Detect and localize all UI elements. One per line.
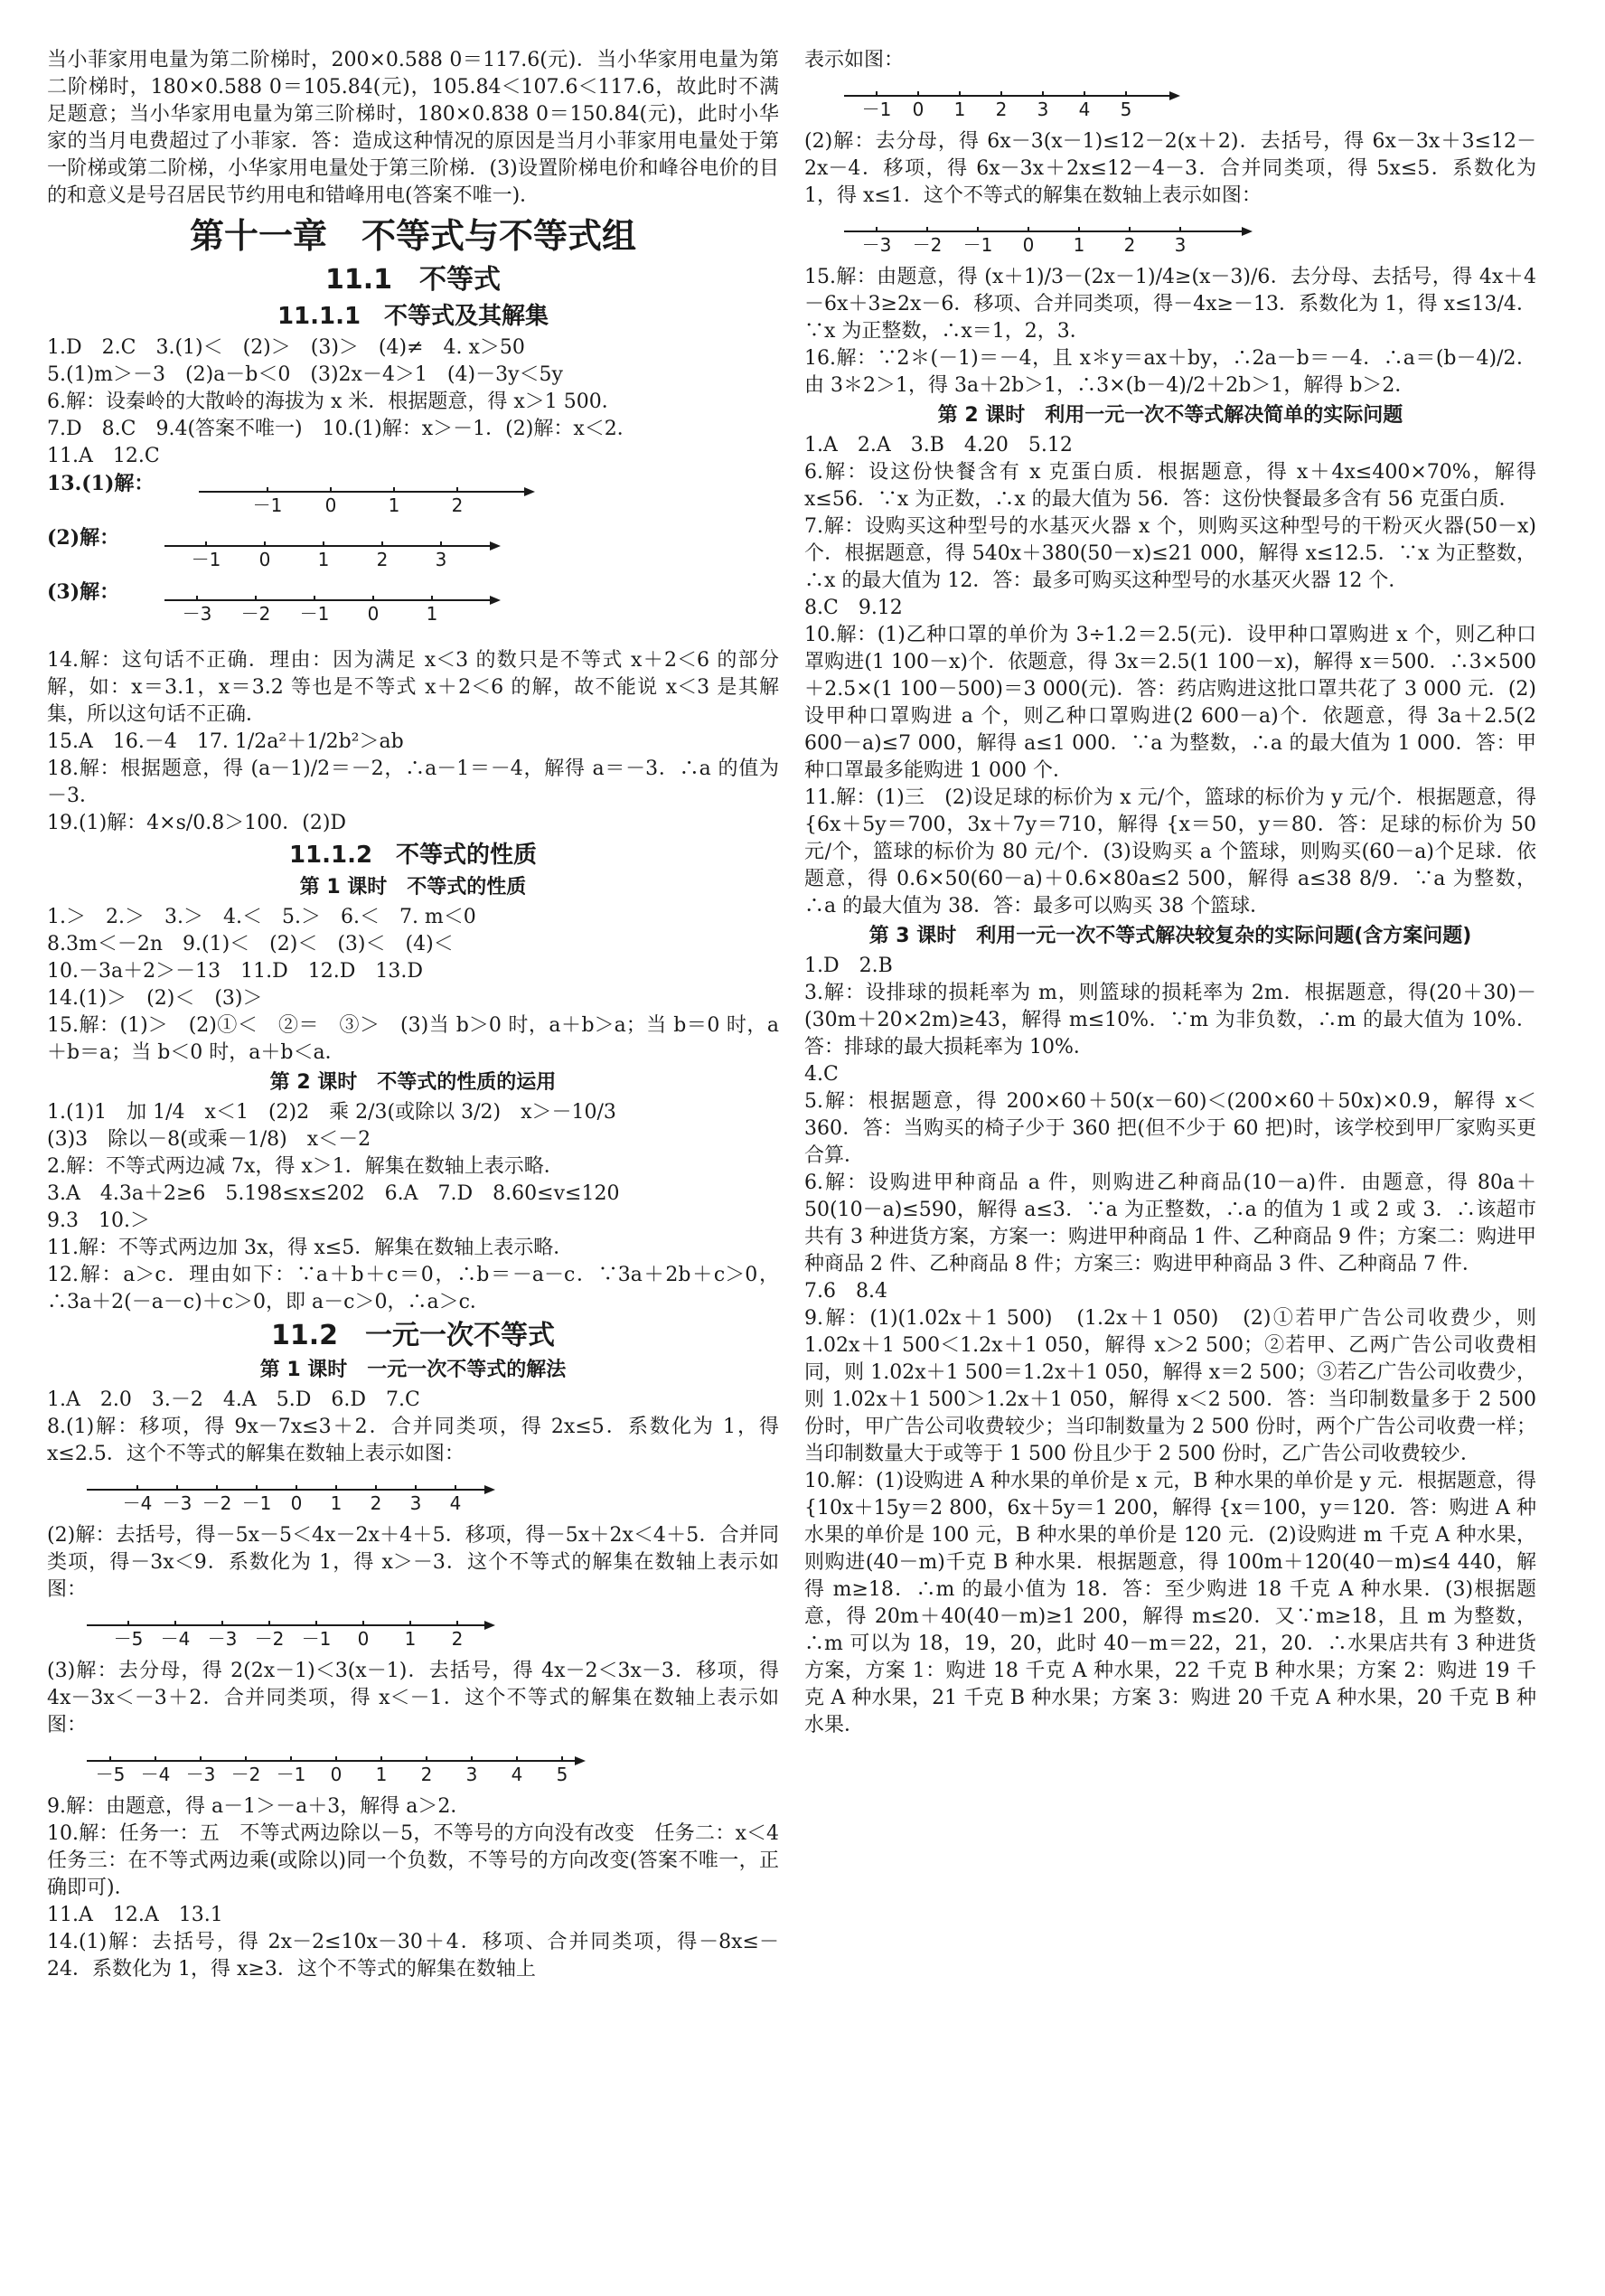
number-line-arrow bbox=[524, 487, 535, 496]
number-line-tick-label: 4 bbox=[511, 1764, 523, 1785]
number-line-tick-label: 0 bbox=[330, 1764, 343, 1785]
right-column bbox=[804, 47, 1536, 1739]
answer-line: 7.D 8.C 9.4(答案不唯一) 10.(1)解：x＞－1．(2)解：x＜2． bbox=[47, 418, 637, 440]
answer-line: 14.解：这句话不正确．理由：因为满足 x＜3 的数只是不等式 x＋2＜6 的部分解，如：x＝3.1，x＝3.2 等也是不等式 x＋2＜6 的解，故不能说 x＜3 是其解集，所以这句话不正确． bbox=[47, 649, 780, 726]
answer-line: 6.解：设秦岭的大散岭的海拔为 x 米．根据题意，得 x＞1 500． bbox=[47, 391, 622, 413]
number-line-row bbox=[47, 524, 779, 579]
number-line-tick-label: －2 bbox=[912, 234, 943, 256]
answer-line: 10.解：任务一：五 不等式两边除以－5，不等号的方向没有改变 任务二：x＜4 任务三：在不等式两边乘(或除以)同一个负数，不等号的方向改变(答案不唯一，正确即可)． bbox=[47, 1822, 800, 1899]
number-line-14-2 bbox=[840, 212, 1256, 260]
number-line-tick-label: －2 bbox=[230, 1764, 261, 1785]
number-line-tick-label: －4 bbox=[122, 1492, 153, 1514]
number-line-arrow bbox=[1242, 227, 1253, 236]
answer-line: 5.解：根据题意，得 200×60＋50(x－60)＜(200×60＋50x)×0.9，解得 x＜360．答：当购买的椅子少于 360 把(但不少于 60 把)时，该学校到甲厂家购买更合算． bbox=[804, 1090, 1536, 1167]
answer-line: 10.解：(1)乙种口罩的单价为 3÷1.2＝2.5(元)．设甲种口罩购进 x 个，则乙种口罩购进(1 100－x)个．依题意，得 3x＝2.5(1 100－x)，解得 x＝500．∴3×500＋2.5×(1 100－500)＝3 000(元)．答：药店购进这批口罩共花了 3 000 元．(2)设甲种口罩购进 a 个，则乙种口罩购进(2 600－a)个．依题意，得 3a＋2.5(2 600－a)≤7 000，解得 a≤1 000．∵a 为整数，∴a 的最大值为 1 000．答：甲种口罩最多能购进 1 000 个． bbox=[804, 624, 1536, 782]
number-line-tick-label: 0 bbox=[258, 549, 271, 570]
answer-line: 12.解：a＞c．理由如下：∵a＋b＋c＝0，∴b＝－a－c．∵3a＋2b＋c＞0，∴3a＋2(－a－c)＋c＞0，即 a－c＞0，∴a＞c． bbox=[47, 1264, 779, 1313]
lesson-title: 第 2 课时 利用一元一次不等式解决简单的实际问题 bbox=[937, 404, 1403, 427]
answer-line: 15.解：(1)＞ (2)①＜ ②＝ ③＞ (3)当 b＞0 时，a＋b＞a；当 b＝0 时，a＋b＝a；当 b＜0 时，a＋b＜a． bbox=[47, 1014, 779, 1064]
answer-line: 15.A 16.－4 17. 1/2a²＋1/2b²＞ab bbox=[47, 730, 404, 753]
number-line-8-3 bbox=[83, 1741, 589, 1790]
answer-line: (2)解：去分母，得 6x－3(x－1)≤12－2(x＋2)．去括号，得 6x－3x＋3≤12－2x－4．移项，得 6x－3x＋2x≤12－4－3．合并同类项，得 5x≤5．系数化为 1，得 x≤1．这个不等式的解集在数轴上表示如图： bbox=[804, 130, 1536, 207]
number-line-tick-label: 1 bbox=[426, 603, 438, 625]
number-line-tick-label: 2 bbox=[1123, 234, 1136, 256]
number-line-row bbox=[47, 579, 779, 647]
answer-line: 14.(1)解：去括号，得 2x－2≤10x－30＋4．移项、合并同类项，得－8x≤－24．系数化为 1，得 x≥3．这个不等式的解集在数轴上 bbox=[47, 1931, 779, 1981]
number-line-tick-label: 4 bbox=[1078, 99, 1091, 120]
number-line-arrow bbox=[484, 1621, 495, 1630]
number-line-tick-label: －1 bbox=[861, 99, 892, 120]
answer-line: 1.＞ 2.＞ 3.＞ 4.＜ 5.＞ 6.＜ 7. m＜0 bbox=[47, 906, 476, 928]
number-line-14-1 bbox=[840, 76, 1184, 125]
answer-line: 9.解：由题意，得 a－1＞－a＋3，解得 a＞2． bbox=[47, 1795, 471, 1818]
number-line-arrow bbox=[575, 1756, 586, 1765]
answer-line: 9.解：(1)(1.02x＋1 500) (1.2x＋1 050) (2)①若甲广告公司收费少，则 1.02x＋1 500＜1.2x＋1 050，解得 x＞2 500；②若甲、乙两广告公司收费相同，则 1.02x＋1 500＝1.2x＋1 050，解得 x＝2 500；③若乙广告公司收费少，则 1.02x＋1 500＞1.2x＋1 050，解得 x＜2 500．答：当印制数量多于 2 500 份时，甲广告公司收费较少；当印制数量为 2 500 份时，两个广告公司收费一样；当印制数量大于或等于 1 500 份且少于 2 500 份时，乙广告公司收费较少． bbox=[804, 1307, 1536, 1465]
number-line-tick-label: 0 bbox=[325, 494, 337, 516]
number-line-tick-label: 1 bbox=[1073, 234, 1085, 256]
number-line-tick-label: 1 bbox=[404, 1628, 417, 1650]
section-11-1: 11.1 不等式 bbox=[324, 264, 502, 296]
answer-line: 11.解：(1)三 (2)设足球的标价为 x 元/个，篮球的标价为 y 元/个．根据题意，得 {6x＋5y＝700，3x＋7y＝710，解得 {x＝50，y＝80．答：足球的标价为 50 元/个，篮球的标价为 80 元/个．(3)设购买 a 个篮球，则购买(60－a)个足球．依题意，得 0.6×50(60－a)＋0.6×80a≤2 500，解得 a≤38 8/9．∵a 为整数，∴a 的最大值为 38．答：最多可以购买 38 个篮球． bbox=[804, 786, 1536, 917]
answer-line: 16.解：∵2＊(－1)＝－4，且 x＊y＝ax＋by，∴2a－b＝－4．∴a＝(b－4)/2．由 3＊2＞1，得 3a＋2b＞1，∴3×(b－4)/2＋2b＞1，解得 b＞2． bbox=[804, 347, 1536, 397]
answer-label: 13.(1)解： bbox=[47, 472, 155, 495]
number-line-arrow bbox=[484, 1485, 495, 1494]
number-line-tick-label: 2 bbox=[376, 549, 389, 570]
number-line-tick-label: 4 bbox=[449, 1492, 462, 1514]
answer-line: 1.A 2.0 3.－2 4.A 5.D 6.D 7.C bbox=[47, 1388, 420, 1411]
number-line-tick-label: 0 bbox=[367, 603, 380, 625]
answer-label: (2)解： bbox=[47, 526, 120, 550]
section-11-2: 11.2 一元一次不等式 bbox=[270, 1320, 556, 1351]
answer-line: 9.3 10.＞ bbox=[47, 1209, 150, 1232]
answer-line: 表示如图： bbox=[804, 49, 905, 71]
number-line-tick-label: 1 bbox=[389, 494, 400, 516]
answer-line: 6.解：设这份快餐含有 x 克蛋白质．根据题意，得 x＋4x≤400×70%，解得 x≤56．∵x 为正数，∴x 的最大值为 56．答：这份快餐最多含有 56 克蛋白质． bbox=[804, 461, 1536, 511]
answer-line: 1.D 2.B bbox=[804, 955, 893, 977]
number-line-tick-label: 3 bbox=[409, 1492, 422, 1514]
number-line-tick-label: －3 bbox=[185, 1764, 216, 1785]
number-line-tick-label: －5 bbox=[95, 1764, 126, 1785]
number-line-tick-label: －3 bbox=[207, 1628, 238, 1650]
answer-line: 8.C 9.12 bbox=[804, 597, 903, 619]
answer-line: 18.解：根据题意，得 (a－1)/2＝－2，∴a－1＝－4，解得 a＝－3．∴a 的值为－3． bbox=[47, 757, 779, 807]
answer-line: 14.(1)＞ (2)＜ (3)＞ bbox=[47, 987, 263, 1010]
number-line-tick-label: －1 bbox=[301, 1628, 332, 1650]
number-line-8-1 bbox=[83, 1470, 499, 1519]
number-line-arrow bbox=[490, 596, 501, 605]
number-line-tick-label: 0 bbox=[357, 1628, 370, 1650]
answer-line: 3.A 4.3a＋2≥6 5.198≤x≤202 6.A 7.D 8.60≤v≤120 bbox=[47, 1182, 620, 1205]
answer-line: 1.A 2.A 3.B 4.20 5.12 bbox=[804, 434, 1073, 456]
answer-line: 15.解：由题意，得 (x＋1)/3－(2x－1)/4≥(x－3)/6．去分母、去括号，得 4x＋4－6x＋3≥2x－6．移项、合并同类项，得－4x≥－13．系数化为 1，得 x≤13/4．∵x 为正整数，∴x＝1，2，3． bbox=[804, 266, 1536, 343]
number-line-tick-label: 3 bbox=[465, 1764, 478, 1785]
number-line-tick-label: －3 bbox=[861, 234, 892, 256]
number-line-tick-label: 1 bbox=[953, 99, 966, 120]
answer-line: 1.(1)1 加 1/4 x＜1 (2)2 乘 2/3(或除以 3/2) x＞－10/3 bbox=[47, 1101, 616, 1124]
number-line-row bbox=[47, 470, 779, 524]
number-line-tick-label: －2 bbox=[202, 1492, 232, 1514]
number-line-tick-label: －3 bbox=[182, 603, 212, 625]
answer-line: (3)解：去分母，得 2(2x－1)＜3(x－1)．去括号，得 4x－2＜3x－3．移项，得 4x－3x＜－3＋2．合并同类项，得 x＜－1．这个不等式的解集在数轴上表示如图： bbox=[47, 1660, 779, 1736]
answer-label: (3)解： bbox=[47, 580, 120, 604]
answer-line: 10.解：(1)设购进 A 种水果的单价是 x 元，B 种水果的单价是 y 元．根据题意，得 {10x＋15y＝2 800，6x＋5y＝1 200，解得 {x＝100，y＝120．答：购进 A 种水果的单价是 100 元，B 种水果的单价是 120 元．(2)设购进 m 千克 A 种水果，则购进(40－m)千克 B 种水果．根据题意，得 100m＋120(40－m)≤4 440，解得 m≥18．∴m 的最小值为 18．答：至少购进 18 千克 A 种水果．(3)根据题意，得 20m＋40(40－m)≥1 200，解得 m≤20．又∵m≥18，且 m 为整数，∴m 可以为 18，19，20，此时 40－m＝22，21，20．∴水果店共有 3 种进货方案，方案 1：购进 18 千克 A 种水果，22 千克 B 种水果；方案 2：购进 19 千克 A 种水果，21 千克 B 种水果；方案 3：购进 20 千克 A 种水果，20 千克 B 种水果． bbox=[804, 1470, 1536, 1736]
number-line-tick-label: 1 bbox=[317, 549, 330, 570]
number-line-tick-label: 3 bbox=[1037, 99, 1049, 120]
number-line-tick-label: －1 bbox=[962, 234, 993, 256]
answer-line: (3)3 除以－8(或乘－1/8) x＜－2 bbox=[47, 1128, 371, 1151]
number-line-tick-label: －1 bbox=[299, 603, 330, 625]
left-column bbox=[47, 47, 800, 1983]
number-line-tick-label: 1 bbox=[330, 1492, 343, 1514]
chapter-title: 第十一章 不等式与不等式组 bbox=[189, 216, 636, 256]
lesson-title: 第 1 课时 不等式的性质 bbox=[299, 876, 527, 899]
answer-line: 2.解：不等式两边减 7x，得 x＞1．解集在数轴上表示略． bbox=[47, 1155, 564, 1178]
number-line-tick-label: －2 bbox=[254, 1628, 285, 1650]
answer-line: 10.－3a＋2＞－13 11.D 12.D 13.D bbox=[47, 960, 423, 983]
answer-line: 1.D 2.C 3.(1)＜ (2)＞ (3)＞ (4)≠ 4. x＞50 bbox=[47, 336, 525, 359]
number-line-tick-label: 2 bbox=[451, 1628, 464, 1650]
answer-line: 6.解：设购进甲种商品 a 件，则购进乙种商品(10－a)件．由题意，得 80a＋50(10－a)≤590，解得 a≤3．∵a 为正整数，∴a 的值为 1 或 2 或 3．∴该超市共有 3 种进货方案，方案一：购进甲种商品 1 件、乙种商品 9 件；方案二：购进甲种商品 2 件、乙种商品 8 件；方案三：购进甲种商品 3 件、乙种商品 7 件． bbox=[804, 1172, 1536, 1275]
answer-line: 19.(1)解：4×s/0.8＞100．(2)D bbox=[47, 812, 347, 834]
number-line-tick-label: 3 bbox=[1174, 234, 1187, 256]
lesson-title: 第 2 课时 不等式的性质的运用 bbox=[269, 1071, 557, 1094]
number-line-tick-label: －3 bbox=[162, 1492, 192, 1514]
number-line-tick-label: 2 bbox=[452, 494, 464, 516]
number-line-tick-label: 0 bbox=[290, 1492, 303, 1514]
number-line-tick-label: －1 bbox=[241, 1492, 272, 1514]
answer-intro: 当小菲家用电量为第二阶梯时，200×0.588 0＝117.6(元)．当小华家用电量为第二阶梯时，180×0.588 0＝105.84(元)，105.84＜107.6＜117.6，故此时不满足题意；当小华家用电量为第三阶梯时，180×0.838 0＝150.84(元)，此时小华家的当月电费超过了小菲家．答：造成这种情况的原因是当月小菲家用电量处于第一阶梯或第二阶梯，小华家用电量处于第三阶梯．(3)设置阶梯电价和峰谷电价的目的和意义是号召居民节约用电和错峰用电(答案不唯一)． bbox=[47, 49, 779, 207]
section-11-1-1: 11.1.1 不等式及其解集 bbox=[277, 303, 549, 330]
answer-line: 3.解：设排球的损耗率为 m，则篮球的损耗率为 2m．根据题意，得(20＋30)－(30m＋20×2m)≥43，解得 m≤10%．∵m 为非负数，∴m 的最大值为 10%．答：排球的最大损耗率为 10%． bbox=[804, 982, 1536, 1059]
answer-line: 4.C bbox=[804, 1063, 839, 1086]
answer-line: 11.A 12.A 13.1 bbox=[47, 1904, 223, 1926]
number-line-tick-label: 3 bbox=[435, 549, 447, 570]
lesson-title: 第 1 课时 一元一次不等式的解法 bbox=[259, 1359, 567, 1381]
number-line-tick-label: 2 bbox=[995, 99, 1008, 120]
answer-line: 7.解：设购买这种型号的水基灭火器 x 个，则购买这种型号的干粉灭火器(50－x)个．根据题意，得 540x＋380(50－x)≤21 000，解得 x≤12.5．∵x 为正整数，∴x 的最大值为 12．答：最多可购买这种型号的水基灭火器 12 个． bbox=[804, 515, 1536, 592]
answer-line: 8.(1)解：移项，得 9x－7x≤3＋2．合并同类项，得 2x≤5．系数化为 1，得 x≤2.5．这个不等式的解集在数轴上表示如图： bbox=[47, 1416, 779, 1465]
number-line-arrow bbox=[490, 541, 501, 550]
answer-line: 5.(1)m＞－3 (2)a－b＜0 (3)2x－4＞1 (4)－3y＜5y bbox=[47, 363, 563, 386]
answer-line: (2)解：去括号，得－5x－5＜4x－2x＋4＋5．移项，得－5x＋2x＜4＋5．合并同类项，得－3x＜9．系数化为 1，得 x＞－3．这个不等式的解集在数轴上表示如图： bbox=[47, 1524, 780, 1601]
number-line-tick-label: －2 bbox=[240, 603, 271, 625]
number-line-13-3 bbox=[161, 580, 504, 644]
number-line-tick-label: 2 bbox=[420, 1764, 433, 1785]
number-line-8-2 bbox=[83, 1605, 499, 1654]
number-line-tick-label: －1 bbox=[253, 494, 283, 516]
number-line-tick-label: 1 bbox=[375, 1764, 388, 1785]
number-line-13-1 bbox=[195, 472, 539, 521]
answer-line: 11.A 12.C bbox=[47, 445, 160, 467]
number-line-tick-label: 0 bbox=[912, 99, 925, 120]
section-11-1-2: 11.1.2 不等式的性质 bbox=[288, 842, 538, 869]
number-line-tick-label: －5 bbox=[113, 1628, 144, 1650]
number-line-tick-label: －4 bbox=[140, 1764, 171, 1785]
answer-line: 11.解：不等式两边加 3x，得 x≤5．解集在数轴上表示略． bbox=[47, 1237, 574, 1259]
number-line-tick-label: 5 bbox=[1120, 99, 1132, 120]
answer-line: 8.3m＜－2n 9.(1)＜ (2)＜ (3)＜ (4)＜ bbox=[47, 933, 454, 955]
number-line-arrow bbox=[1169, 91, 1180, 100]
number-line-tick-label: －1 bbox=[276, 1764, 306, 1785]
number-line-13-2 bbox=[161, 526, 504, 575]
number-line-tick-label: －4 bbox=[160, 1628, 191, 1650]
number-line-tick-label: 5 bbox=[556, 1764, 568, 1785]
answer-line: 7.6 8.4 bbox=[804, 1280, 887, 1303]
number-line-tick-label: 0 bbox=[1022, 234, 1035, 256]
number-line-tick-label: 2 bbox=[370, 1492, 382, 1514]
number-line-tick-label: －1 bbox=[191, 549, 221, 570]
lesson-title: 第 3 课时 利用一元一次不等式解决较复杂的实际问题(含方案问题) bbox=[868, 925, 1472, 947]
